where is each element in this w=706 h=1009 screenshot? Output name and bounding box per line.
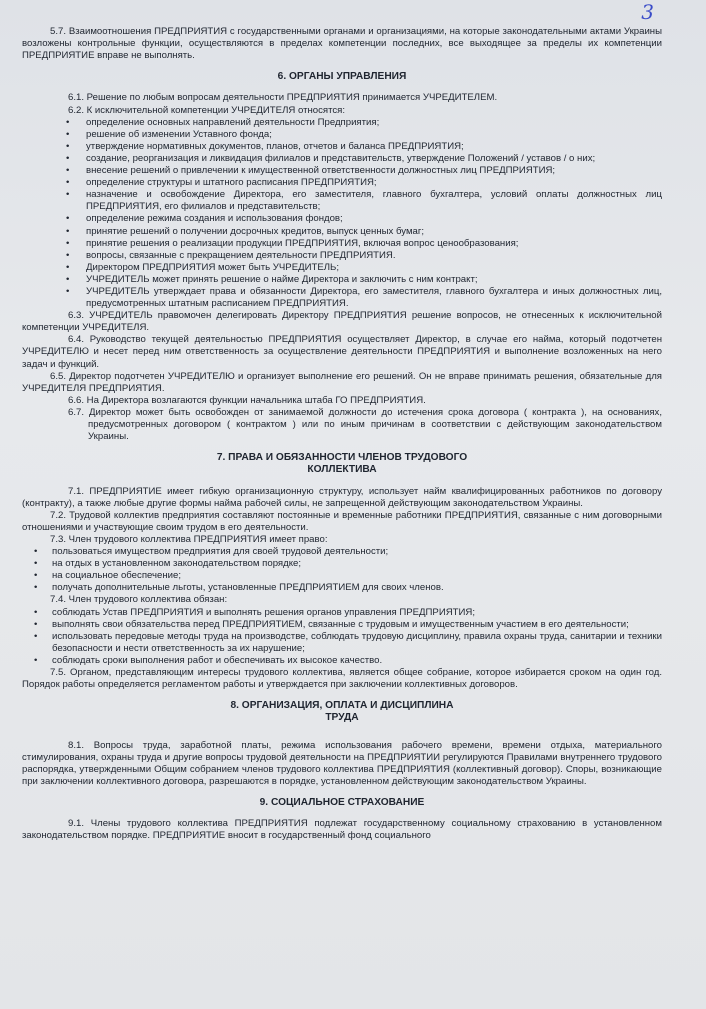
list-item: • УЧРЕДИТЕЛЬ утверждает права и обязанности Директора, его заместителя, главного бухгалтера и иных должностных лиц, предусмотренных штатным расписанием ПРЕДПРИЯТИЯ. bbox=[22, 286, 662, 310]
list-item: • назначение и освобождение Директора, его заместителя, главного бухгалтера, условий оплаты должностных лиц ПРЕДПРИЯТИЯ, его филиалов и представительств; bbox=[22, 189, 662, 213]
competence-list bbox=[22, 117, 662, 311]
paragraph-6-2: 6.2. К исключительной компетенции УЧРЕДИТЕЛЯ относятся: bbox=[68, 104, 346, 116]
paragraph-7-4: 7.4. Член трудового коллектива обязан: bbox=[50, 594, 228, 606]
paragraph-9-1: 9.1. Члены трудового коллектива ПРЕДПРИЯТИЯ подлежат государственному социальному страхованию в установленном законодательством порядке. ПРЕДПРИЯТИЕ вносит в государственный фонд социального bbox=[22, 818, 662, 842]
list-item: • принятие решения о реализации продукции ПРЕДПРИЯТИЯ, включая вопрос ценообразования; bbox=[22, 238, 662, 250]
list-item: • использовать передовые методы труда на производстве, соблюдать трудовую дисциплину, правила охраны труда, санитарии и техники безопасности и нести ответственность за их нарушение; bbox=[22, 631, 662, 655]
list-item: • решение об изменении Уставного фонда; bbox=[22, 129, 662, 141]
duties-list bbox=[22, 607, 662, 667]
list-item: • соблюдать Устав ПРЕДПРИЯТИЯ и выполнять решения органов управления ПРЕДПРИЯТИЯ; bbox=[22, 607, 662, 619]
page-number: 3 bbox=[641, 0, 654, 24]
list-item: • УЧРЕДИТЕЛЬ может принять решение о найме Директора и заключить с ним контракт; bbox=[22, 274, 662, 286]
paragraph-7-2: 7.2. Трудовой коллектив предприятия составляют постоянные и временные работники ПРЕДПРИЯТИЯ, связанные с ним договорными отношениями и участвующие своим трудом в его деятельности. bbox=[22, 509, 662, 533]
list-item: • пользоваться имуществом предприятия для своей трудовой деятельности; bbox=[22, 546, 662, 558]
rights-list bbox=[22, 546, 662, 594]
paragraph-6-7: 6.7. Директор может быть освобожден от занимаемой должности до истечения срока договора ( контракта ), на основаниях, предусмотренных договором ( контрактом ) или по иным причинам в соответствии с действующим законодательством Украины. bbox=[68, 406, 662, 443]
list-item: • получать дополнительные льготы, установленные ПРЕДПРИЯТИЕМ для своих членов. bbox=[22, 582, 662, 594]
section-8-title-line1: 8. ОРГАНИЗАЦИЯ, ОПЛАТА И ДИСЦИПЛИНА bbox=[230, 700, 454, 712]
paragraph-6-4: 6.4. Руководство текущей деятельностью ПРЕДПРИЯТИЯ осуществляет Директор, в случае его найма, который подотчетен УЧРЕДИТЕЛЮ и несет перед ним ответственность за осуществление деятельности ПРЕДПРИЯТИЯ и выполнение возложенных на него задач и функций. bbox=[22, 334, 662, 370]
paragraph-5-7: 5.7. Взаимоотношения ПРЕДПРИЯТИЯ с государственными органами и организациями, на которые законодательными актами Украины возложены контрольные функции, осуществляются в пределах компетенции последних, все выходящее за пределы их компетенции ПРЕДПРИЯТИЕ вправе не выполнять. bbox=[22, 26, 662, 62]
paragraph-6-5: 6.5. Директор подотчетен УЧРЕДИТЕЛЮ и организует выполнение его решений. Он не вправе принимать решения, обязательные для УЧРЕДИТЕЛЯ ПРЕДПРИЯТИЯ. bbox=[22, 370, 662, 394]
list-item: • на социальное обеспечение; bbox=[22, 570, 662, 582]
section-6-heading: 6. ОРГАНЫ УПРАВЛЕНИЯ bbox=[277, 71, 407, 83]
list-item: • определение основных направлений деятельности Предприятия; bbox=[22, 117, 662, 129]
section-8-title-line2: ТРУДА bbox=[325, 712, 359, 724]
section-8-heading bbox=[22, 700, 662, 724]
paragraph-6-3: 6.3. УЧРЕДИТЕЛЬ правомочен делегировать Директору ПРЕДПРИЯТИЯ решение вопросов, не отнесенных к исключительной компетенции УЧРЕДИТЕЛЯ. bbox=[22, 310, 662, 334]
list-item: • вопросы, связанные с прекращением деятельности ПРЕДПРИЯТИЯ. bbox=[22, 250, 662, 262]
paragraph-7-1: 7.1. ПРЕДПРИЯТИЕ имеет гибкую организационную структуру, использует найм квалифицированных работников по договору (контракту), а также любые другие формы найма рабочей силы, не запрещенной действующим законодательством Украины. bbox=[22, 485, 662, 509]
list-item: • на отдых в установленном законодательством порядке; bbox=[22, 558, 662, 570]
section-9-heading: 9. СОЦИАЛЬНОЕ СТРАХОВАНИЕ bbox=[259, 796, 425, 808]
list-item: • утверждение нормативных документов, планов, отчетов и баланса ПРЕДПРИЯТИЯ; bbox=[22, 141, 662, 153]
paragraph-6-1: 6.1. Решение по любым вопросам деятельности ПРЕДПРИЯТИЯ принимается УЧРЕДИТЕЛЕМ. bbox=[68, 92, 498, 104]
list-item: • выполнять свои обязательства перед ПРЕДПРИЯТИЕМ, связанные с трудовым и имущественным участием в его деятельности; bbox=[22, 619, 662, 631]
list-item: • определение режима создания и использования фондов; bbox=[22, 213, 662, 225]
paragraph-6-6: 6.6. На Директора возлагаются функции начальника штаба ГО ПРЕДПРИЯТИЯ. bbox=[68, 394, 426, 406]
paragraph-8-1: 8.1. Вопросы труда, заработной платы, режима использования рабочего времени, времени отдыха, материального стимулирования, охраны труда и другие вопросы трудовой деятельности на ПРЕДПРИЯТИИ регулируются Правилами внутреннего трудового распорядка, утвержденными Общим собранием членов трудового коллектива ПРЕДПРИЯТИЯ (коллективный договор). Споры, возникающие при заключении коллективного договора, разрешаются в порядке, установленном действующим законодательством Украины. bbox=[22, 739, 662, 787]
list-item: • создание, реорганизация и ликвидация филиалов и представительств, утверждение Положений / уставов / о них; bbox=[22, 153, 662, 165]
list-item: • соблюдать сроки выполнения работ и обеспечивать их высокое качество. bbox=[22, 655, 662, 667]
paragraph-7-3: 7.3. Член трудового коллектива ПРЕДПРИЯТИЯ имеет право: bbox=[50, 533, 328, 545]
section-7-heading bbox=[22, 452, 662, 476]
list-item: • внесение решений о привлечении к имущественной ответственности должностных лиц ПРЕДПРИЯТИЯ; bbox=[22, 165, 662, 177]
section-7-title-line2: КОЛЛЕКТИВА bbox=[307, 464, 377, 476]
list-item: • принятие решений о получении досрочных кредитов, выпуск ценных бумаг; bbox=[22, 226, 662, 238]
paragraph-7-5: 7.5. Органом, представляющим интересы трудового коллектива, является общее собрание, которое избирается сроком на один год. Порядок работы определяется регламентом работы и утверждается при заключении коллективных договоров. bbox=[22, 667, 662, 691]
list-item: • Директором ПРЕДПРИЯТИЯ может быть УЧРЕДИТЕЛЬ; bbox=[22, 262, 662, 274]
list-item: • определение структуры и штатного расписания ПРЕДПРИЯТИЯ; bbox=[22, 177, 662, 189]
section-7-title-line1: 7. ПРАВА И ОБЯЗАННОСТИ ЧЛЕНОВ ТРУДОВОГО bbox=[216, 452, 468, 464]
